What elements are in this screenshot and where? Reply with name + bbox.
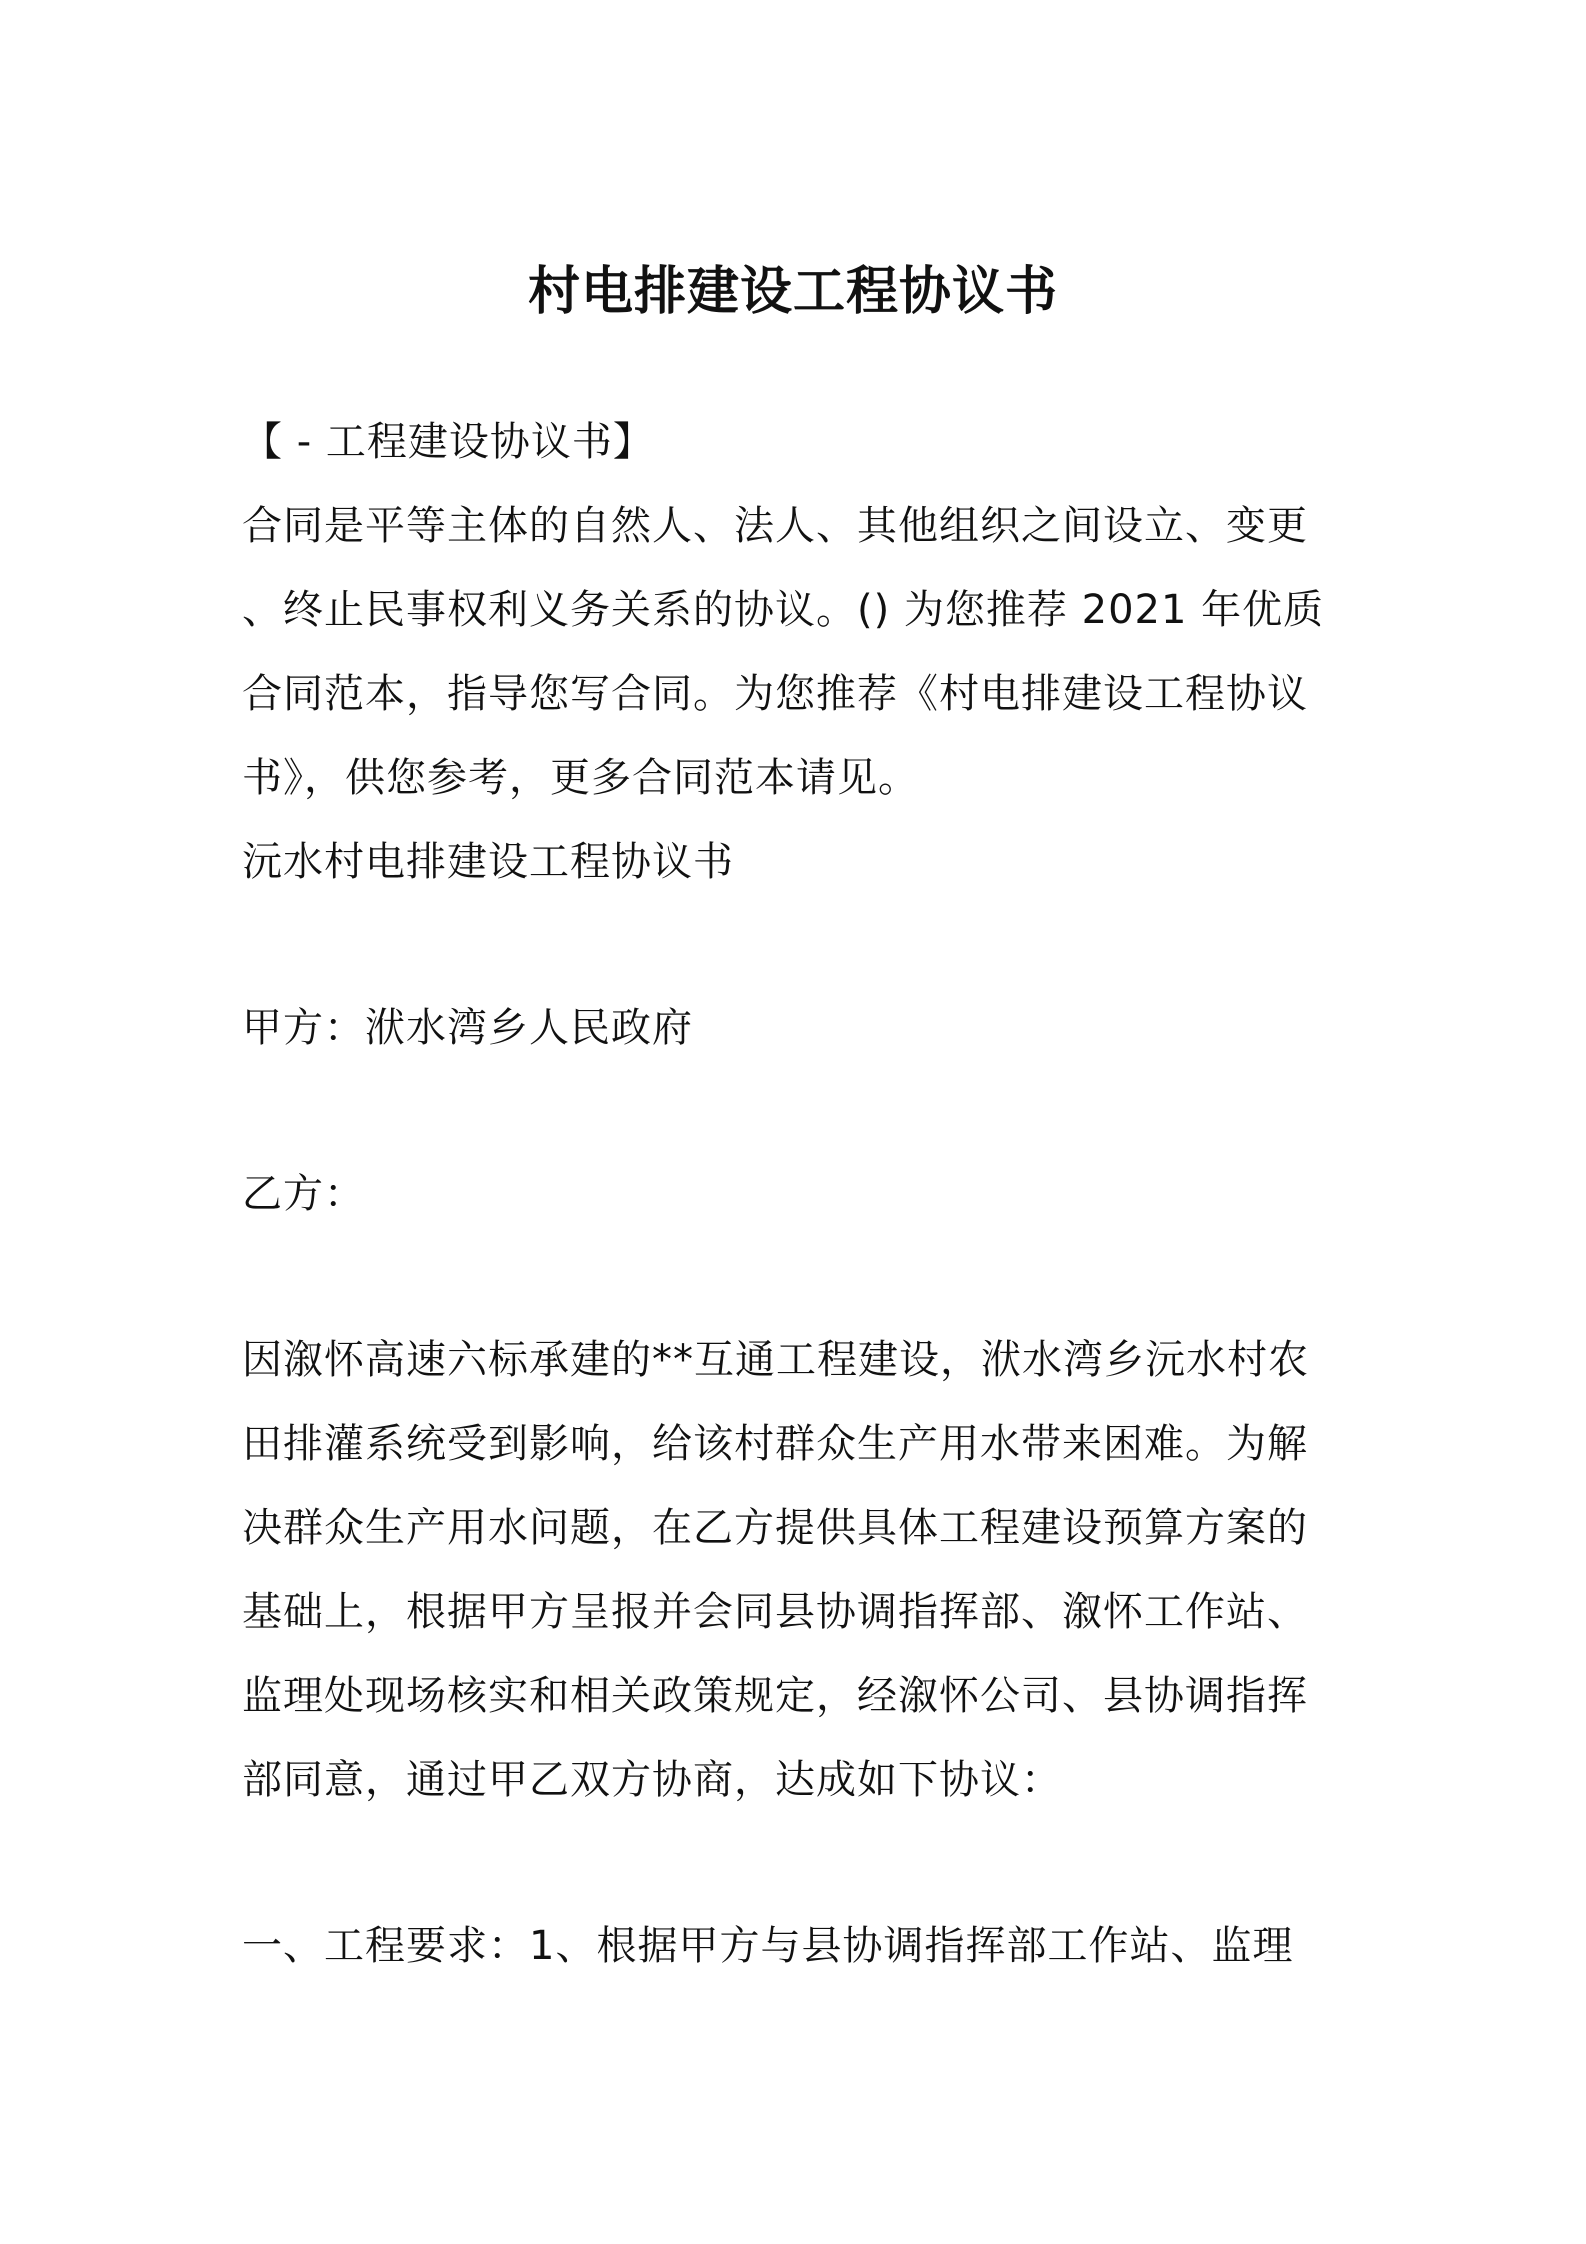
clause-1-line: 一、工程要求：1、根据甲方与县协调指挥部工作站、监理 — [242, 1923, 1294, 1969]
intro-line-3: 合同范本，指导您写合同。为您推荐《村电排建设工程协议 — [242, 671, 1308, 717]
party-b: 乙方： — [242, 1171, 365, 1217]
agreement-subtitle: 沅水村电排建设工程协议书 — [242, 839, 734, 885]
body-line-6: 部同意，通过甲乙双方协商，达成如下协议： — [242, 1757, 1062, 1803]
document-title: 村电排建设工程协议书 — [527, 262, 1058, 322]
party-a: 甲方：洑水湾乡人民政府 — [242, 1005, 693, 1051]
intro-line-1: 合同是平等主体的自然人、法人、其他组织之间设立、变更 — [242, 503, 1308, 549]
body-line-5: 监理处现场核实和相关政策规定，经溆怀公司、县协调指挥 — [242, 1673, 1308, 1719]
intro-line-2: 、终止民事权利义务关系的协议。() 为您推荐 2021 年优质 — [242, 587, 1325, 633]
body-line-4: 基础上，根据甲方呈报并会同县协调指挥部、溆怀工作站、 — [242, 1589, 1308, 1635]
body-line-1: 因溆怀高速六标承建的**互通工程建设，洑水湾乡沅水村农 — [242, 1337, 1309, 1383]
body-line-2: 田排灌系统受到影响，给该村群众生产用水带来困难。为解 — [242, 1421, 1308, 1467]
body-line-3: 决群众生产用水问题，在乙方提供具体工程建设预算方案的 — [242, 1505, 1308, 1551]
intro-line-4: 书》，供您参考，更多合同范本请见。 — [242, 755, 919, 801]
section-heading: 【 - 工程建设协议书】 — [242, 419, 654, 465]
